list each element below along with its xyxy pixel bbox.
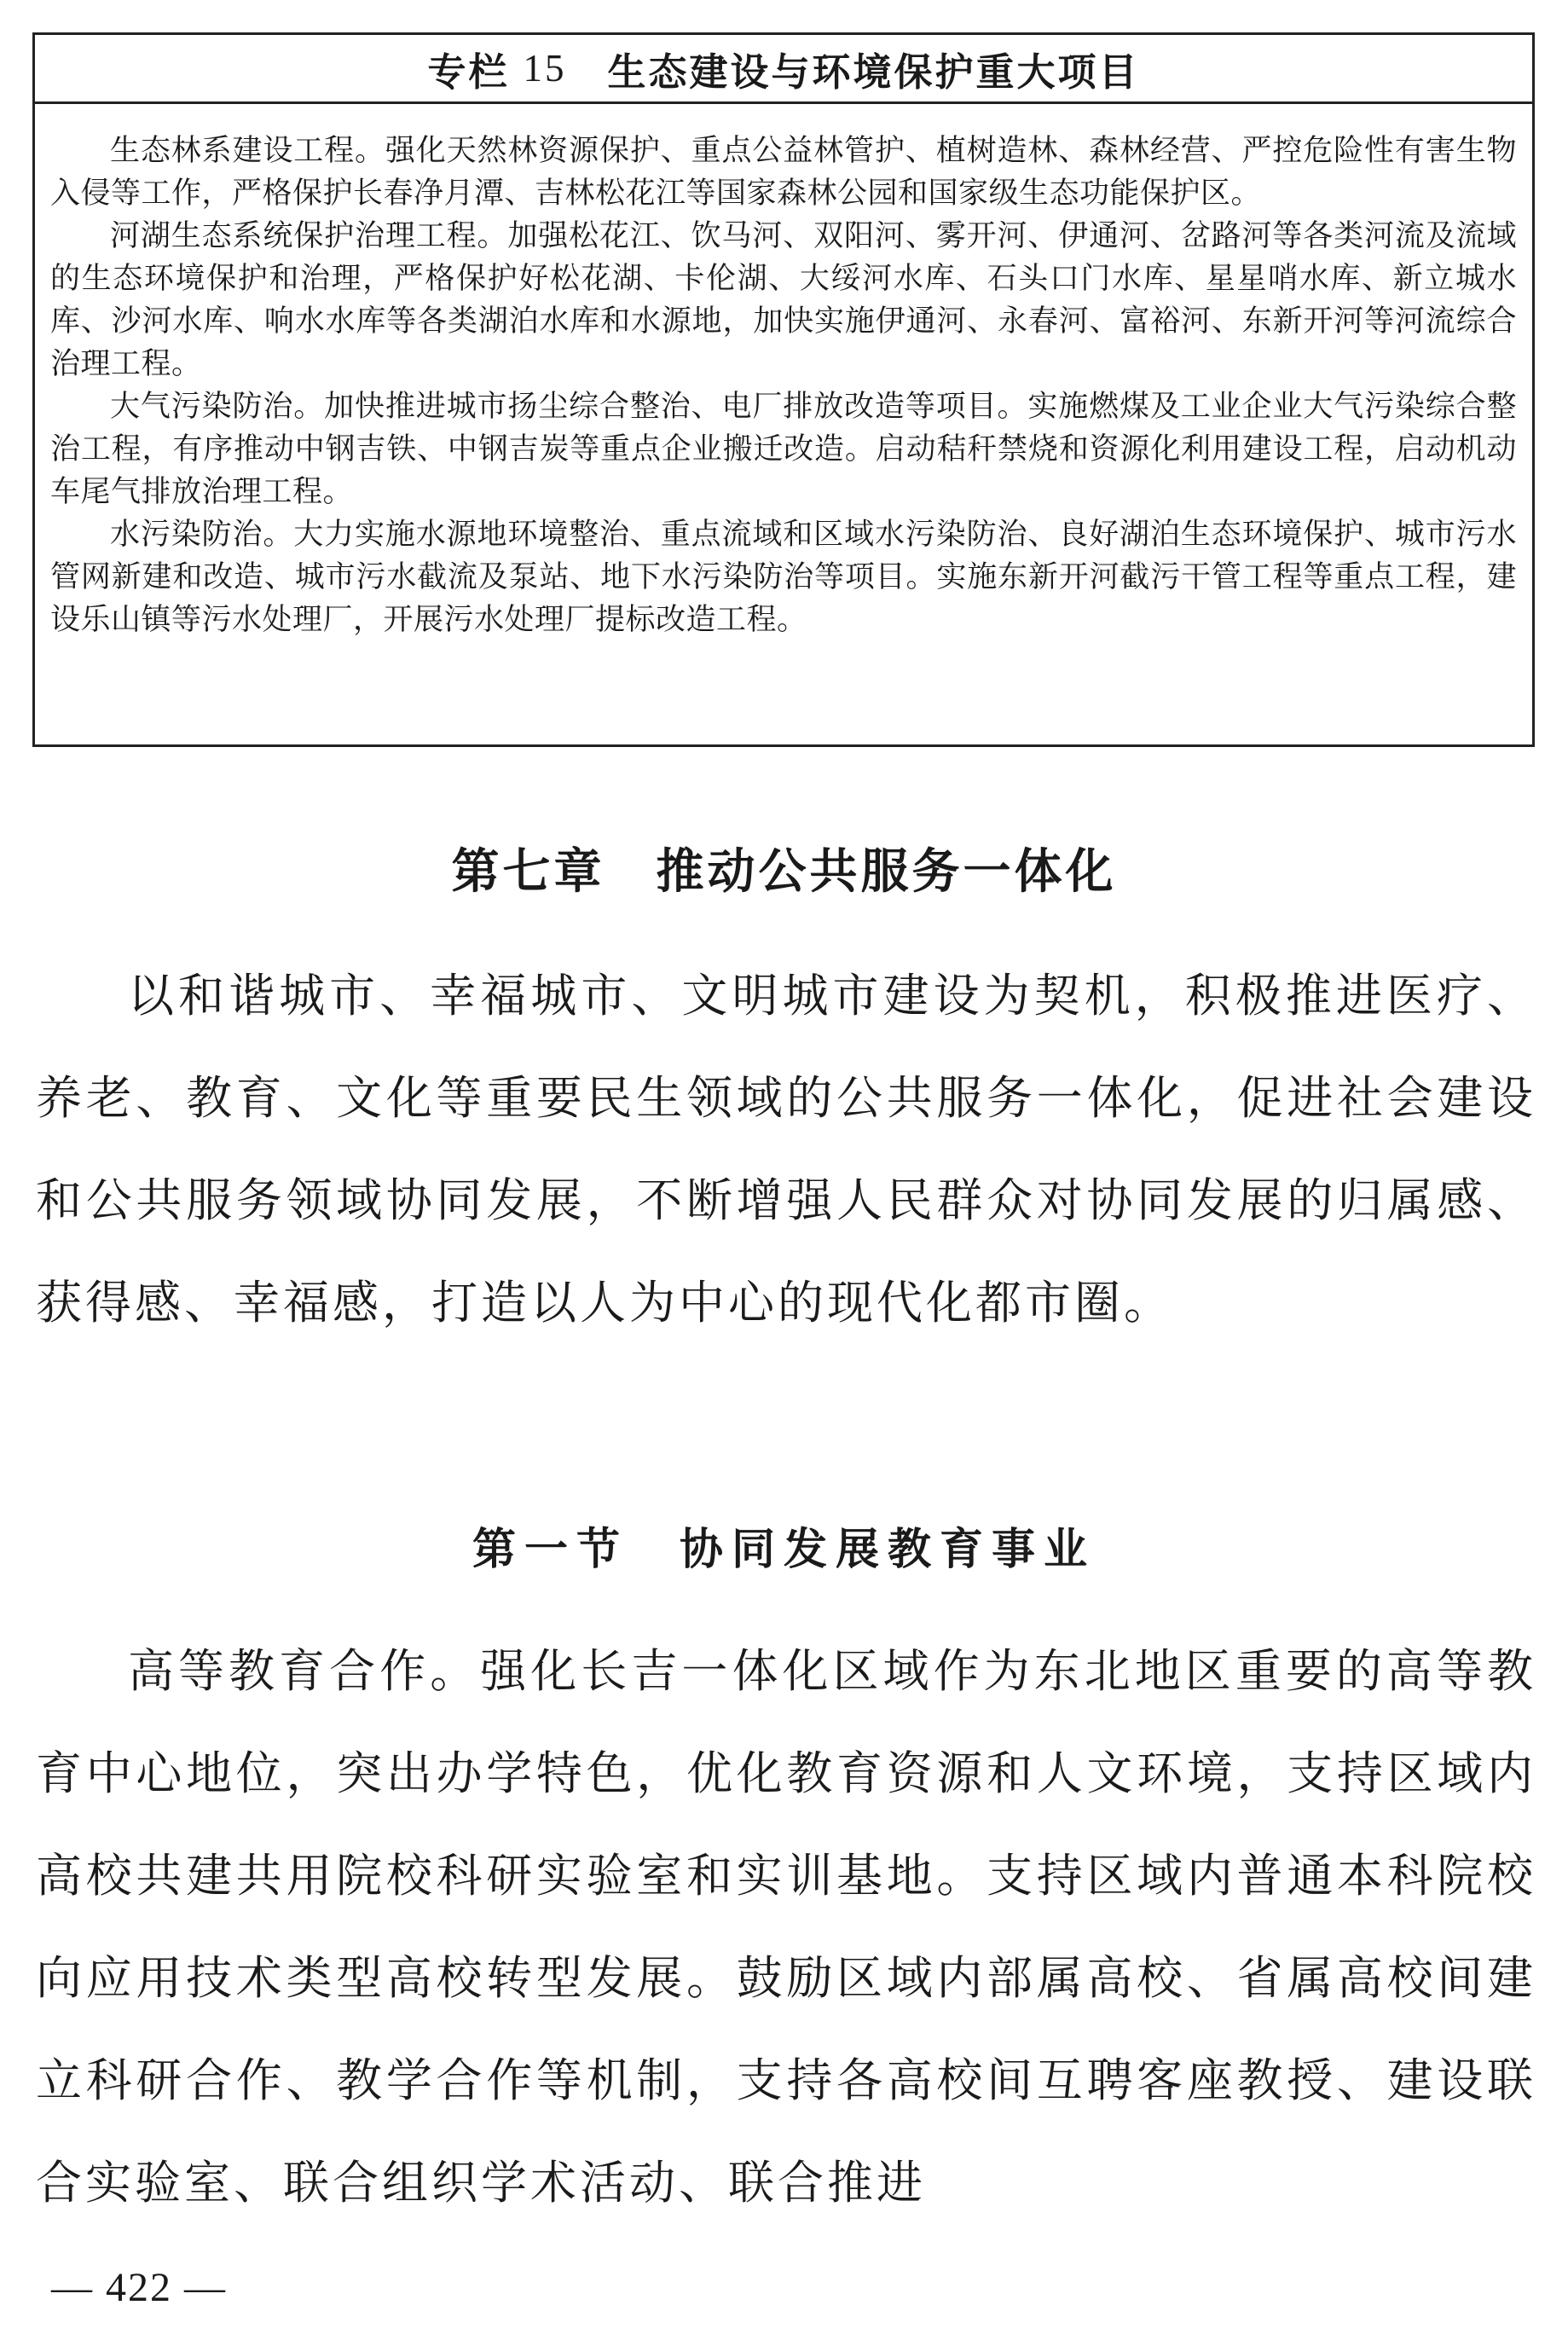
chapter-number: 第七章 <box>451 844 605 900</box>
box-paragraph-rivers: 河湖生态系统保护治理工程。加强松花江、饮马河、双阳河、雾开河、伊通河、岔路河等各类河流及流域的生态环境保护和治理，严格保护好松花湖、卡伦湖、大绥河水库、石头口门水库、星星哨水库、新立城水库、沙河水库、响水水库等各类湖泊水库和水源地，加快实施伊通河、永春河、富裕河、东新开河等河流综合治理工程。 <box>50 219 1517 381</box>
special-column-label: 专栏 <box>427 49 510 95</box>
special-column-header <box>35 35 1532 104</box>
box-paragraph-air: 大气污染防治。加快推进城市扬尘综合整治、电厂排放改造等项目。实施燃煤及工业企业大气污染综合整治工程，有序推动中钢吉铁、中钢吉炭等重点企业搬迁改造。启动秸秆禁烧和资源化利用建设工程，启动机动车尾气排放治理工程。 <box>50 390 1517 509</box>
special-column-number: 15 <box>523 47 567 90</box>
special-column-title: 生态建设与环境保护重大项目 <box>607 49 1140 95</box>
special-column-body <box>35 104 1532 641</box>
chapter-title <box>0 834 1568 902</box>
page-number: — 422 — <box>51 2265 227 2310</box>
chapter-name: 推动公共服务一体化 <box>656 844 1117 900</box>
section-paragraph: 高等教育合作。强化长吉一体化区域作为东北地区重要的高等教育中心地位，突出办学特色，优化教育资源和人文环境，支持区域内高校共建共用院校科研实验室和实训基地。支持区域内普通本科院校向应用技术类型高校转型发展。鼓励区域内部属高校、省属高校间建立科研合作、教学合作等机制，支持各高校间互聘客座教授、建设联合实验室、联合组织学术活动、联合推进 <box>36 1644 1536 2210</box>
box-paragraph-water: 水污染防治。大力实施水源地环境整治、重点流域和区域水污染防治、良好湖泊生态环境保护、城市污水管网新建和改造、城市污水截流及泵站、地下水污染防治等项目。实施东新开河截污干管工程等重点工程，建设乐山镇等污水处理厂，开展污水处理厂提标改造工程。 <box>50 518 1517 637</box>
box-paragraph-forest: 生态林系建设工程。强化天然林资源保护、重点公益林管护、植树造林、森林经营、严控危险性有害生物入侵等工作，严格保护长春净月潭、吉林松花江等国家森林公园和国家级生态功能保护区。 <box>50 134 1517 211</box>
chapter-intro-paragraph: 以和谐城市、幸福城市、文明城市建设为契机，积极推进医疗、养老、教育、文化等重要民生领域的公共服务一体化，促进社会建设和公共服务领域协同发展，不断增强人民群众对协同发展的归属感、获得感、幸福感，打造以人为中心的现代化都市圈。 <box>36 969 1536 1329</box>
section-name: 协同发展教育事业 <box>680 1524 1096 1575</box>
special-column-box <box>32 32 1535 747</box>
section-title <box>0 1514 1568 1577</box>
section-number: 第一节 <box>472 1524 628 1575</box>
